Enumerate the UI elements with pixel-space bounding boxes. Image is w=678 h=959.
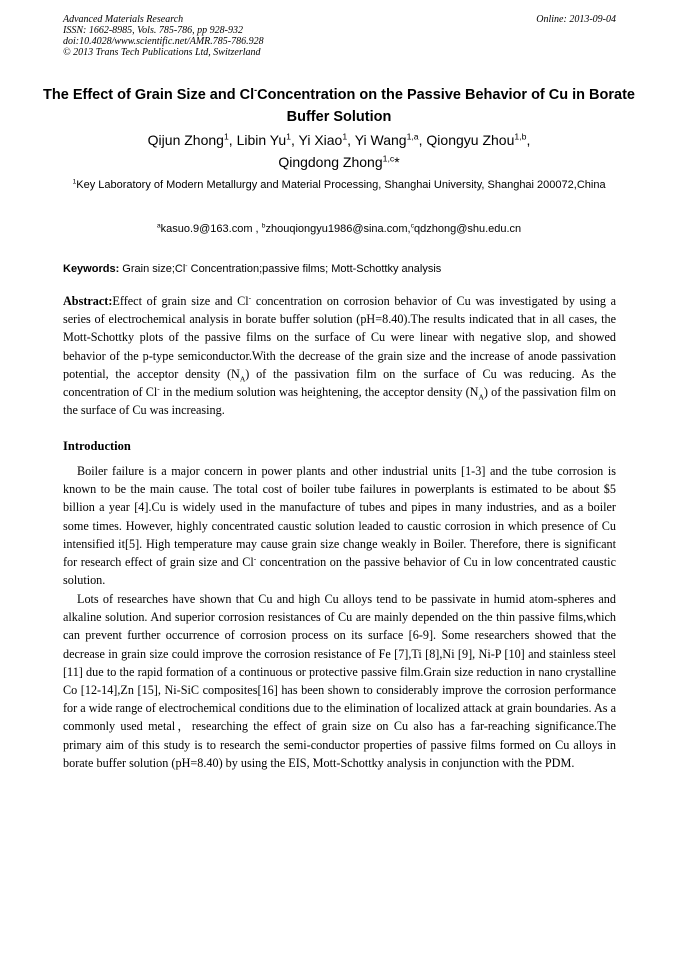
doi-line: doi:10.4028/www.scientific.net/AMR.785-786.928 — [63, 36, 264, 47]
author: Yi Xiao$^1$, — [298, 131, 355, 148]
paper-title: The Effect of Grain Size and Cl-Concentration on the Passive Behavior of Cu in Borate Buffer Solution — [43, 85, 635, 125]
author-list — [40, 129, 638, 173]
email-c: qdzhong@shu.edu.cn — [413, 223, 522, 235]
issn-line: ISSN: 1662-8985, Vols. 785-786, pp 928-932 — [63, 25, 243, 36]
journal-header — [63, 14, 616, 58]
email-line: $^a$kasuo.9@163.com , $^b$zhouqiongyu1986@sina.com,$^c$qdzhong@shu.edu.cn — [156, 222, 522, 235]
affiliation: $^1$Key Laboratory of Modern Metallurgy and Material Processing, Shanghai University, Shanghai 200072,China — [72, 178, 606, 191]
email-b: zhouqiongyu1986@sina.com, — [265, 223, 411, 235]
journal-name: Advanced Materials Research — [63, 14, 184, 25]
online-date: Online: 2013-09-04 — [536, 14, 616, 25]
author: Qingdong Zhong$^{1,c}$* — [278, 153, 400, 170]
intro-paragraph-1: Boiler failure is a major concern in power plants and other industrial units [1-3] and the tube corrosion is known to be the main cause. The total cost of boiler tube failures in powerplants is estimated to be about $5 billion a year [4].Cu is widely used in the manufacture of tubes and pipes in many industries, and as a boiler some times. However, highly concentrated caustic solution leaded to caustic corrosion in which presence of Cu intensified it[5]. High temperature may cause grain size change weakly in Boiler. Therefore, there is significant for research effect of grain size and Cl- concentration on the passive behavior of Cu in low concentrated caustic solution. — [63, 464, 616, 588]
author: Yi Wang$^{1,a}$, — [354, 131, 427, 148]
email-a: kasuo.9@163.com , — [160, 223, 259, 235]
abstract: Abstract:Effect of grain size and Cl- concentration on corrosion behavior of Cu was investigated by using a series of electrochemical analysis in borate buffer solution (pH=8.40).The results indicated that in all cases, the Mott-Schottky plots of the passive films on the surface of Cu were linear with negative slop, and showed behavior of the p-type semiconductor.With the decrease of the grain size and the increase of anode passivation potential, the acceptor density $(N_A)$ of the passivation film on the surface of Cu was reducing. As the concentration of Cl- in the medium solution was heightening, the acceptor density $(N_A)$ of the passivation film on the surface of Cu was increasing. — [63, 292, 617, 418]
author: Qijun Zhong$^1$, — [147, 131, 237, 148]
section-heading-introduction: Introduction — [63, 439, 131, 453]
intro-paragraph-2: Lots of researches have shown that Cu and high Cu alloys tend to be passivate in humid atom-spheres and alkaline solution. And superior corrosion resistances of Cu are mainly depended on the thin passive films,which can prevent further occurrence of corrosion process on its surface [6-9]. Some researchers showed that the decrease in grain size could improve the corrosion resistance of Fe [7],Ti [8],Ni [9], Ni-P [10] and stainless steel [11] due to the rapid formation of a continuous or protective passive film.Grain size reduction in nano crystalline Co [12-14],Zn [15], Ni-SiC composites[16] has been shown to considerably improve the corrosion performance for a wide range of electrochemical conditions due to the elimination of localized attack at grain boundaries. As a commonly used metal，researching the effect of grain size on Cu also has a far-reaching significance.The primary aim of this study is to research the semi-conductor properties of passive films formed on Cu alloys in borate buffer solution (pH=8.40) by using the EIS, Mott-Schottky analysis in conjunction with the PDM. — [63, 592, 616, 770]
copyright-line: © 2013 Trans Tech Publications Ltd, Switzerland — [63, 47, 261, 58]
abstract-label: Abstract: — [63, 294, 113, 308]
keywords: Keywords: Grain size;Cl- Concentration;passive films; Mott-Schottky analysis — [63, 262, 442, 275]
author: Libin Yu$^1$, — [236, 131, 299, 148]
author: Qiongyu Zhou$^{1,b}$, — [426, 131, 531, 148]
keywords-label: Keywords: — [63, 263, 120, 275]
